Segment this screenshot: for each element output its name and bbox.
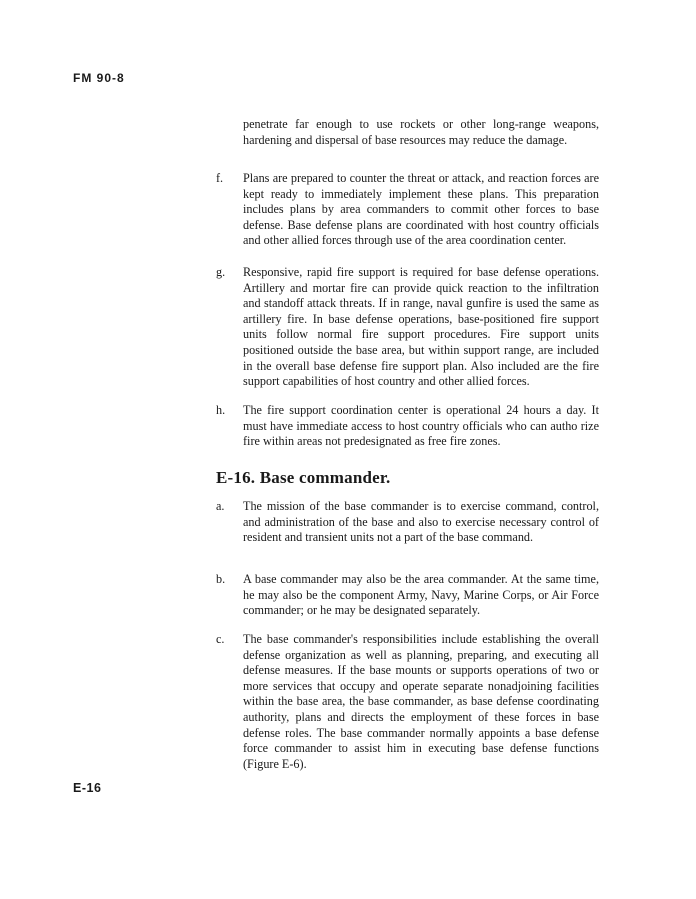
item-text: A base commander may also be the area commander. At the same time, he may also be the component Army, Navy, Marine Corps, or Air Force commander; or he may be designated separately.: [243, 572, 599, 618]
continuation-paragraph: penetrate far enough to use rockets or other long-range weapons, hardening and dispersal of base resources may reduce the damage.: [243, 117, 599, 147]
list-item-a: [216, 499, 599, 546]
list-item-c: [216, 632, 599, 772]
item-letter: c.: [216, 632, 225, 646]
list-item-h: [216, 403, 599, 450]
item-text: The mission of the base commander is to exercise command, control, and administration of the base and also to exercise necessary control of resident and transient units not a part of the base command.: [243, 499, 599, 545]
item-letter: h.: [216, 403, 226, 417]
item-letter: a.: [216, 499, 225, 513]
item-letter: g.: [216, 265, 226, 279]
page-number: E-16: [73, 781, 102, 795]
item-text: Plans are prepared to counter the threat or attack, and reaction forces are kept ready to immediately implement these plans. This preparation includes plans by area commanders to commit other forces to base defense. Base defense plans are coordinated with host country officials and other allied forces through use of the area coordination center.: [243, 171, 599, 248]
item-text: The fire support coordination center is operational 24 hours a day. It must have immediate access to host country officials who can autho rize fire within areas not predesignated as free fire zones.: [243, 403, 599, 449]
item-letter: b.: [216, 572, 226, 586]
item-text: Responsive, rapid fire support is required for base defense operations. Artillery and mortar fire can provide quick reaction to the infiltration and standoff attack threats. If in range, naval gunfire is used the same as artillery fire. In base defense operations, base-positioned fire support units follow normal fire support procedures. Fire support units positioned outside the base area, but within support range, are included in the overall base defense fire support plan. Also included are the fire support capabilities of host country and other allied forces.: [243, 265, 599, 389]
item-letter: f.: [216, 171, 224, 185]
list-item-b: [216, 572, 599, 619]
item-text: The base commander's responsibilities include establishing the overall defense organization as well as planning, preparing, and executing all defense measures. If the base mounts or supports operations of two or more services that occupy and operate separate nonadjoining facilities within the base area, the base commander, as base defense coordinating authority, plans and directs the employment of these forces in base defense roles. The base commander normally appoints a base defense force commander to assist him in executing base defense functions (Figure E-6).: [243, 632, 599, 771]
list-item-f: [216, 171, 599, 249]
list-item-g: [216, 265, 599, 390]
section-heading: E-16. Base commander.: [216, 468, 391, 487]
document-header: FM 90-8: [73, 71, 125, 85]
